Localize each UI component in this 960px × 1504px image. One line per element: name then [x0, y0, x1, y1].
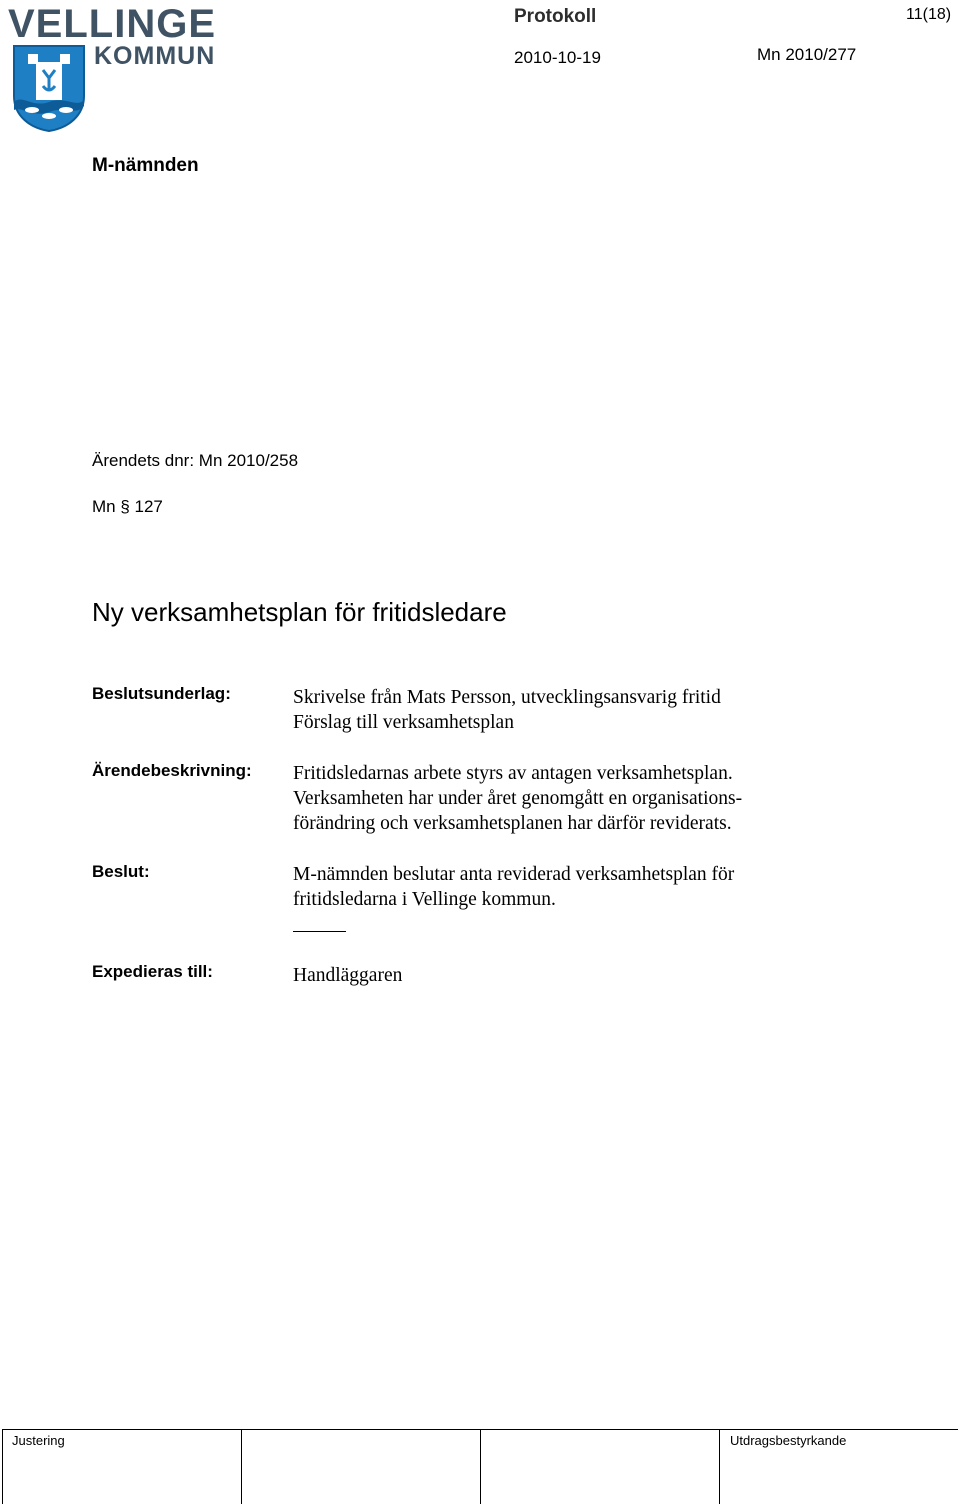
- board-name: M-nämnden: [92, 155, 199, 176]
- case-description-label: Ärendebeskrivning:: [92, 761, 252, 780]
- decision-line: M-nämnden beslutar anta reviderad verksamhetsplan för: [293, 864, 735, 885]
- signature-footer: [2, 1429, 958, 1504]
- case-description-line: förändring och verksamhetsplanen har därför reviderats.: [293, 813, 732, 834]
- protocol-reference: Mn 2010/277: [757, 45, 857, 64]
- case-description-line: Fritidsledarnas arbete styrs av antagen verksamhetsplan.: [293, 763, 733, 784]
- signature-cell: [480, 1430, 719, 1504]
- signature-cell: [719, 1430, 958, 1504]
- case-description-line: Verksamheten har under året genomgått en organisations-: [293, 788, 743, 809]
- case-paragraph: Mn § 127: [92, 497, 163, 516]
- logo-wordmark-vellinge: VELLINGE: [8, 2, 217, 46]
- section-end-rule: [293, 931, 346, 932]
- meeting-date: 2010-10-19: [514, 48, 601, 67]
- distribution-label: Expedieras till:: [92, 962, 213, 981]
- logo-wordmark-kommun: KOMMUN: [94, 42, 216, 70]
- decision-basis-label: Beslutsunderlag:: [92, 684, 231, 703]
- coat-of-arms-icon: [10, 44, 88, 132]
- decision-line: fritidsledarna i Vellinge kommun.: [293, 889, 556, 910]
- case-title: Ny verksamhetsplan för fritidsledare: [92, 597, 507, 627]
- signature-cell: [241, 1430, 480, 1504]
- decision-basis-line: Skrivelse från Mats Persson, utvecklingsansvarig fritid: [293, 687, 721, 708]
- case-description-text: [293, 761, 742, 836]
- decision-basis-text: [293, 685, 721, 735]
- vellinge-kommun-logo: [8, 2, 217, 130]
- document-type: Protokoll: [514, 6, 597, 27]
- decision-label: Beslut:: [92, 862, 150, 881]
- decision-basis-line: Förslag till verksamhetsplan: [293, 712, 514, 733]
- distribution-text: [293, 963, 402, 988]
- justering-label: Justering: [12, 1433, 65, 1448]
- page-number: 11(18): [906, 6, 952, 23]
- decision-text: [293, 862, 734, 912]
- distribution-line: Handläggaren: [293, 965, 403, 986]
- utdragsbestyrkande-label: Utdragsbestyrkande: [730, 1433, 847, 1448]
- case-number: Ärendets dnr: Mn 2010/258: [92, 451, 299, 470]
- signature-cell: [2, 1430, 241, 1504]
